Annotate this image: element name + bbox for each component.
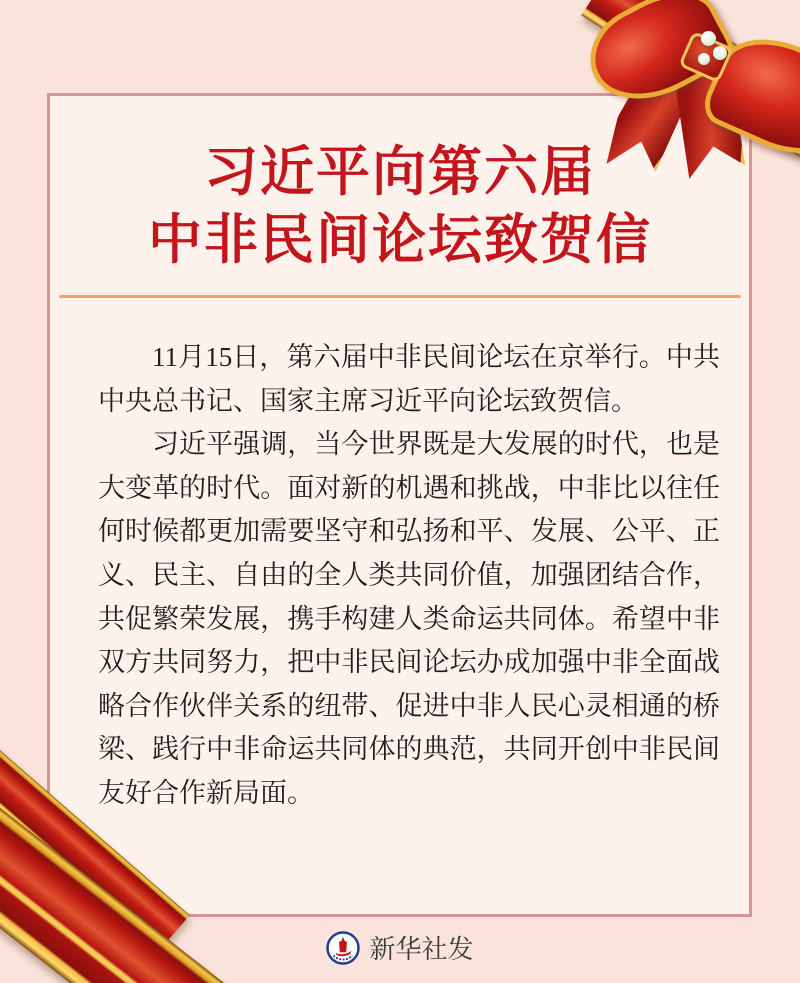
xinhua-emblem-icon bbox=[326, 931, 360, 965]
body-line: 何时候都更加需要坚守和弘扬和平、发展、公平、正 bbox=[98, 516, 720, 547]
pearl-icon bbox=[713, 46, 727, 60]
body-line: 大变革的时代。面对新的机遇和挑战，中非比以往任 bbox=[98, 472, 720, 503]
pearl-icon bbox=[701, 31, 716, 46]
body-line: 双方共同努力，把中非民间论坛办成加强中非全面战 bbox=[98, 647, 720, 678]
page-title bbox=[0, 138, 800, 274]
title-divider bbox=[59, 295, 741, 298]
body-line: 中央总书记、国家主席习近平向论坛致贺信。 bbox=[98, 385, 638, 416]
body-line: 义、民主、自由的全人类共同价值，加强团结合作， bbox=[98, 559, 720, 590]
body-line: 友好合作新局面。 bbox=[98, 777, 314, 808]
body-line: 梁、践行中非命运共同体的典范，共同开创中非民间 bbox=[98, 734, 720, 765]
credit-line bbox=[0, 929, 800, 966]
body-line: 习近平强调，当今世界既是大发展的时代，也是 bbox=[152, 429, 720, 460]
article-body bbox=[98, 336, 720, 816]
title-line-1: 习近平向第六届 bbox=[204, 142, 596, 202]
body-line: 略合作伙伴关系的纽带、促进中非人民心灵相通的桥 bbox=[98, 690, 720, 721]
body-line: 共促繁荣发展，携手构建人类命运共同体。希望中非 bbox=[98, 603, 720, 634]
title-line-2: 中非民间论坛致贺信 bbox=[148, 210, 652, 270]
pearl-icon bbox=[698, 53, 710, 65]
body-line: 11月15日，第六届中非民间论坛在京举行。中共 bbox=[152, 342, 720, 372]
credit-text: 新华社发 bbox=[369, 934, 474, 964]
